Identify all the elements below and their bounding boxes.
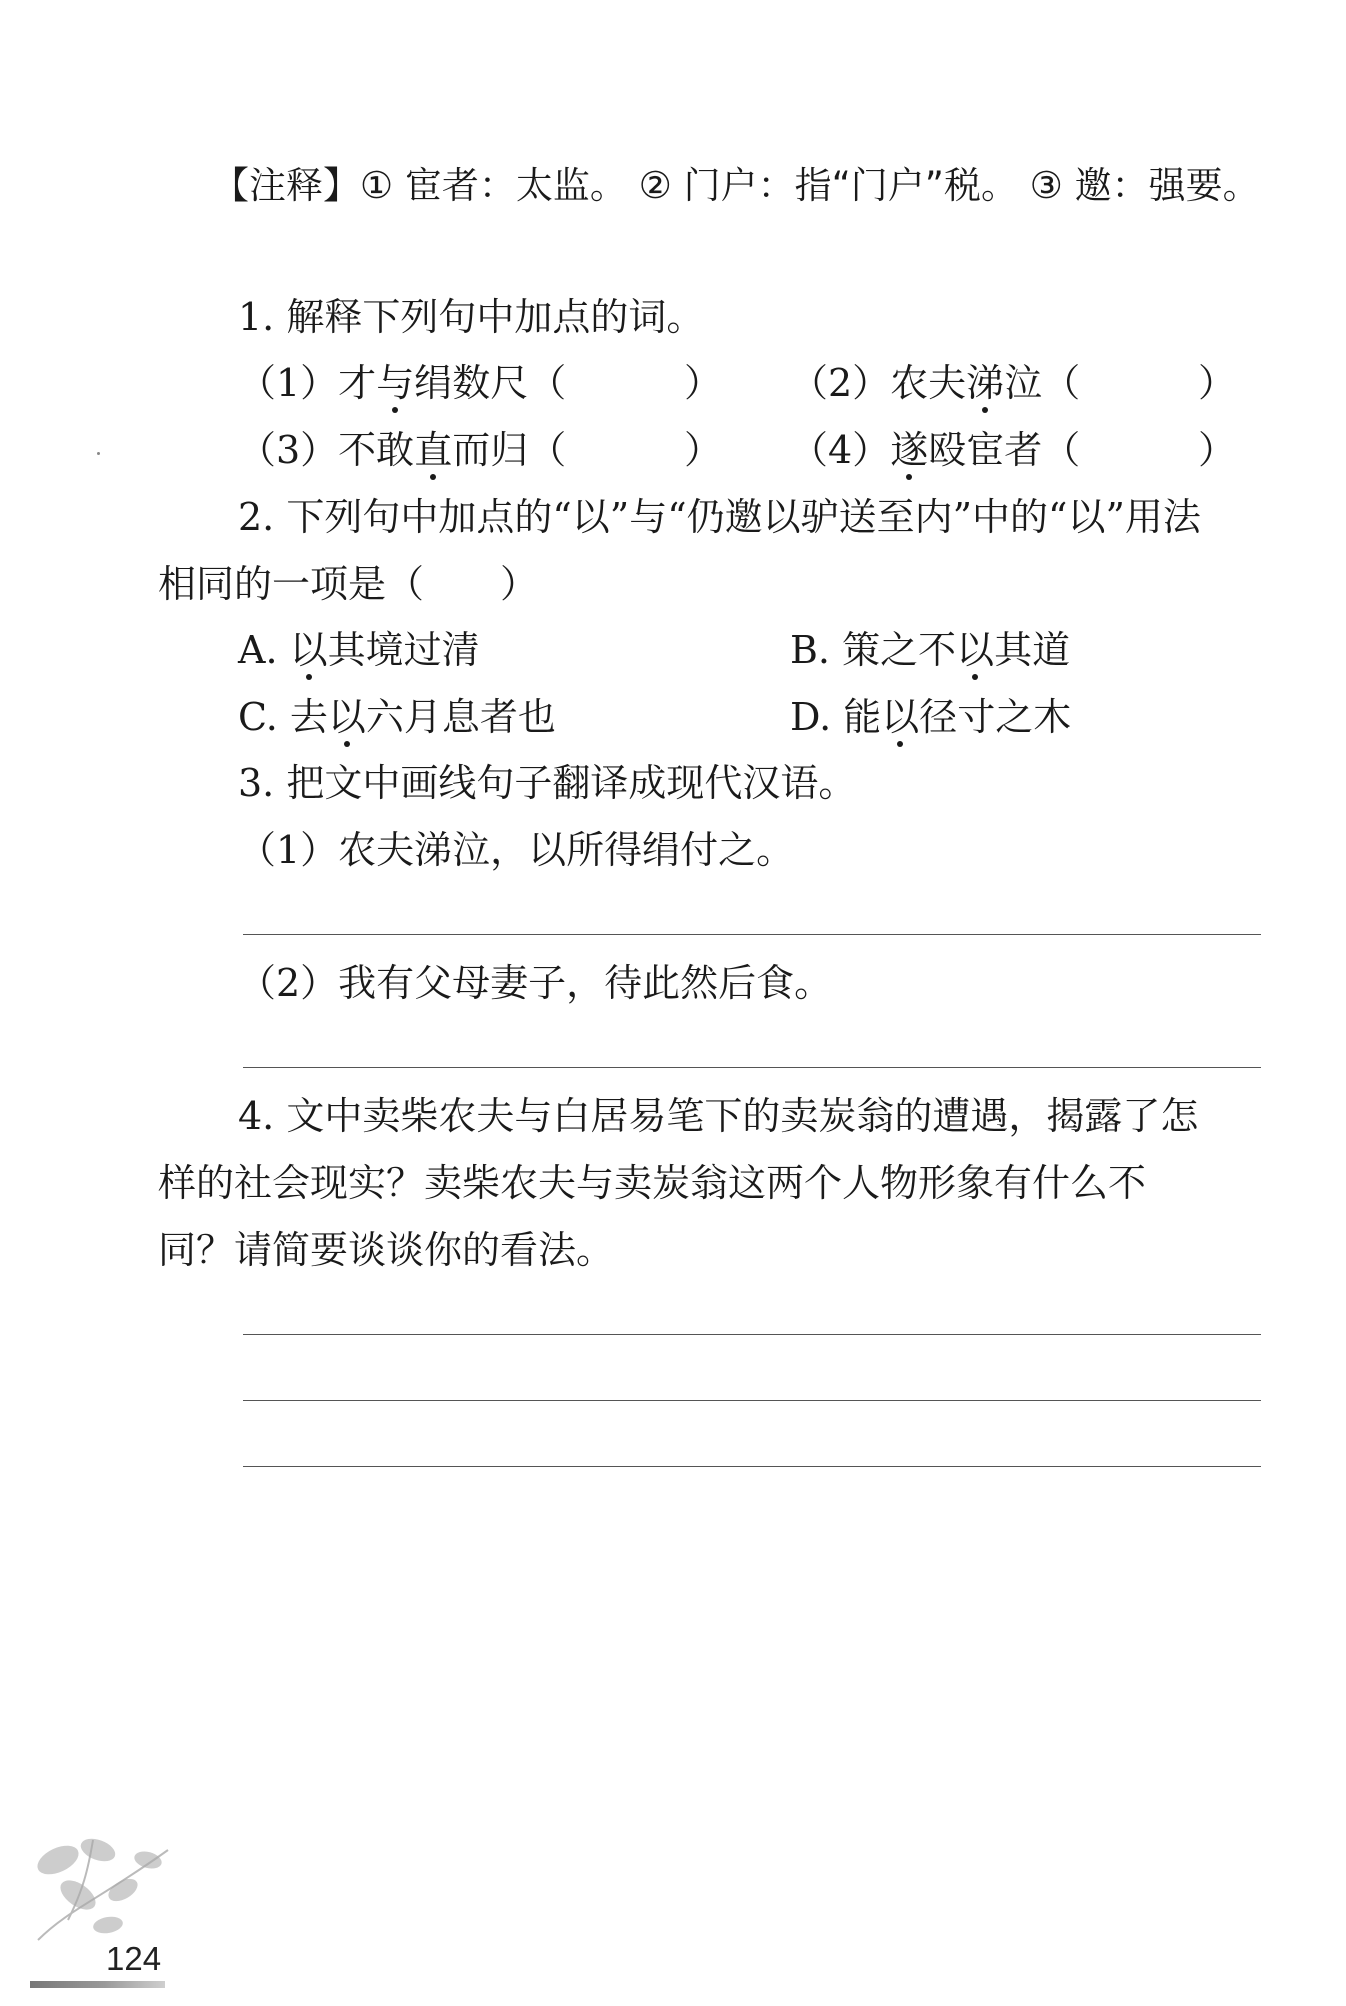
leaf-ornament-icon — [28, 1820, 178, 1960]
item-text: （1）才 — [238, 361, 377, 405]
question-3-item: （1）农夫涕泣，以所得绢付之。 — [238, 828, 795, 872]
question-2-option — [238, 627, 480, 673]
dotted-word: 涕 — [966, 361, 1005, 405]
answer-blank-line[interactable] — [243, 1400, 1261, 1401]
answer-blank-line[interactable] — [243, 1466, 1261, 1467]
option-text: 其境过清 — [327, 628, 480, 672]
scan-speck — [97, 452, 100, 455]
question-3-item: （2）我有父母妻子，待此然后食。 — [238, 961, 833, 1005]
item-text: 泣（ — [1004, 361, 1081, 405]
answer-paren-close: ） — [1198, 361, 1237, 405]
option-text: B. 策之不 — [790, 628, 957, 672]
answer-blank-line[interactable] — [243, 1334, 1261, 1335]
option-text: 其道 — [994, 628, 1071, 672]
answer-blank-line[interactable] — [243, 1067, 1261, 1068]
page-number-bar — [30, 1981, 165, 1988]
option-text: A. — [238, 628, 290, 672]
question-1-item — [238, 427, 566, 473]
dotted-word: 以 — [881, 695, 920, 739]
answer-paren-close: ） — [684, 428, 723, 472]
item-text: （4） — [790, 428, 891, 472]
answer-blank-line[interactable] — [243, 934, 1261, 935]
option-text: 径寸之木 — [919, 695, 1072, 739]
option-text: 六月息者也 — [365, 695, 556, 739]
dotted-word: 以 — [289, 628, 328, 672]
dotted-word: 以 — [956, 628, 995, 672]
item-text: （3）不敢 — [238, 428, 415, 472]
dotted-word: 直 — [414, 428, 453, 472]
annotation-item: ② 门户：指“门户”税。 — [638, 164, 1018, 207]
question-4-line: 样的社会现实？卖柴农夫与卖炭翁这两个人物形象有什么不 — [158, 1161, 1147, 1205]
question-4-line: 4. 文中卖柴农夫与白居易笔下的卖炭翁的遭遇，揭露了怎 — [238, 1094, 1199, 1138]
question-1-title: 1. 解释下列句中加点的词。 — [238, 295, 705, 339]
question-2-option — [790, 694, 1071, 740]
item-text: 而归（ — [452, 428, 567, 472]
question-2-option — [238, 694, 556, 740]
item-text: （2）农夫 — [790, 361, 967, 405]
question-1-item — [238, 360, 566, 406]
option-text: C. 去 — [238, 695, 328, 739]
annotation-line — [212, 163, 1260, 209]
question-3-title: 3. 把文中画线句子翻译成现代汉语。 — [238, 761, 857, 805]
answer-paren-close: ） — [684, 361, 723, 405]
question-4-line: 同？请简要谈谈你的看法。 — [158, 1228, 615, 1272]
question-2-option — [790, 627, 1070, 673]
dotted-word: 遂 — [890, 428, 929, 472]
question-1-item — [790, 427, 1080, 473]
question-2-line: 相同的一项是（ ） — [158, 562, 539, 606]
dotted-word: 以 — [327, 695, 366, 739]
answer-paren-close: ） — [1198, 428, 1237, 472]
question-1-item — [790, 360, 1080, 406]
dotted-word: 与 — [376, 361, 415, 405]
item-text: 殴宦者（ — [928, 428, 1081, 472]
option-text: D. 能 — [790, 695, 882, 739]
annotation-item: ① 宦者：太监。 — [360, 164, 627, 207]
item-text: 绢数尺（ — [414, 361, 567, 405]
question-2-line: 2. 下列句中加点的“以”与“仍邀以驴送至内”中的“以”用法 — [238, 495, 1201, 539]
annotation-item: ③ 邀：强要。 — [1029, 164, 1260, 207]
annotation-label: 【注释】 — [212, 164, 360, 207]
page-number: 124 — [106, 1940, 162, 1977]
